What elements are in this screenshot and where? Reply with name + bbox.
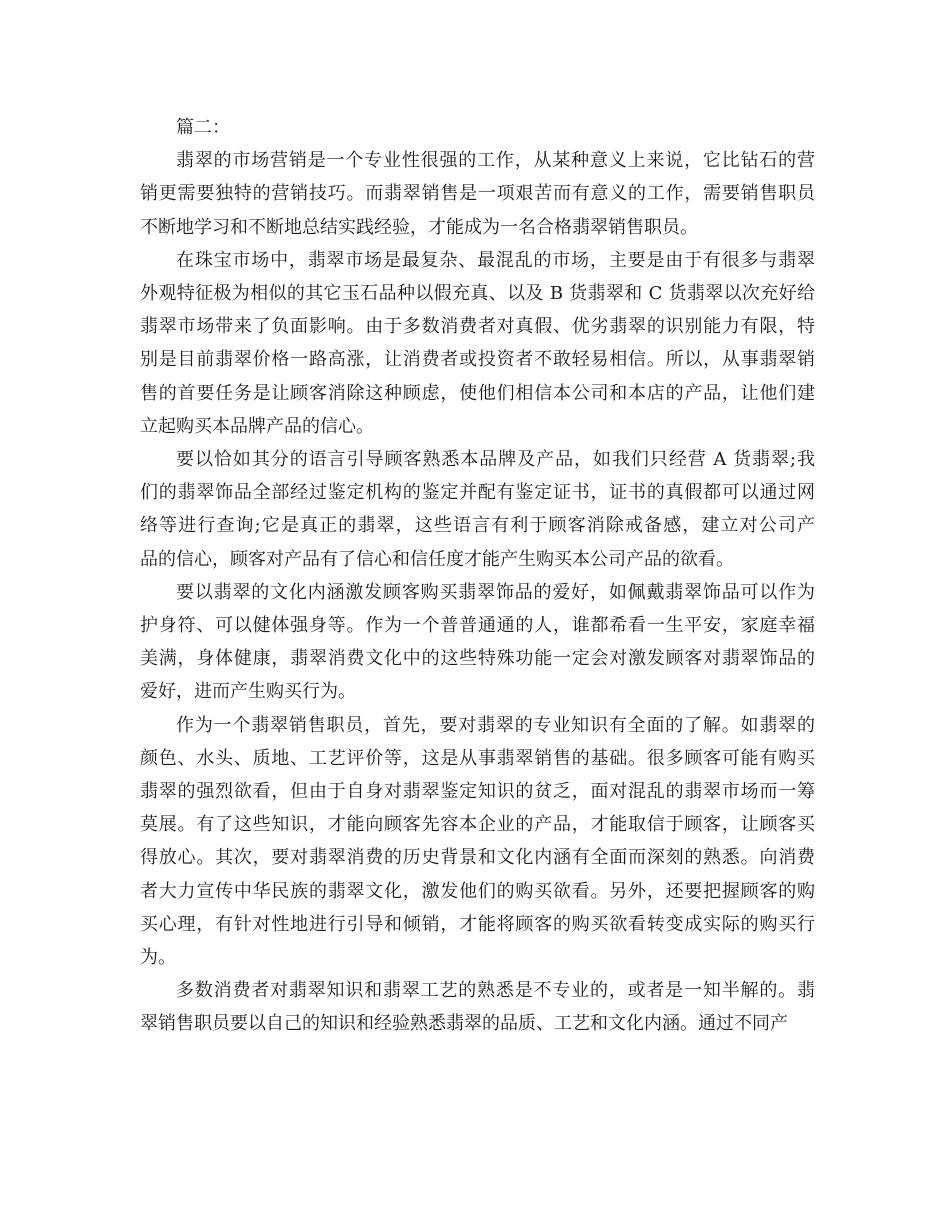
paragraph-line: 要以恰如其分的语言引导顾客熟悉本品牌及产品，如我们只经营 A 货翡翠;我 <box>176 449 815 471</box>
paragraph <box>140 974 815 1040</box>
section-heading: 篇二： <box>176 117 230 138</box>
paragraph-line: 销更需要独特的营销技巧。而翡翠销售是一项艰苦而有意义的工作，需要销售职员 <box>140 183 815 205</box>
paragraph-line: 作为一个翡翠销售职员，首先，要对翡翠的专业知识有全面的了解。如翡翠的 <box>176 714 815 736</box>
paragraph-line: 立起购买本品牌产品的信心。 <box>140 415 374 437</box>
paragraph-line: 莫展。有了这些知识，才能向顾客先容本企业的产品，才能取信于顾客，让顾客买 <box>140 814 815 836</box>
paragraph-line: 要以翡翠的文化内涵激发顾客购买翡翠饰品的爱好，如佩戴翡翠饰品可以作为 <box>176 581 815 603</box>
paragraph-line: 翠销售职员要以自己的知识和经验熟悉翡翠的品质、工艺和文化内涵。通过不同产 <box>140 1013 788 1035</box>
document-body <box>140 111 815 1041</box>
paragraph <box>140 144 815 244</box>
paragraph-line: 美满，身体健康，翡翠消费文化中的这些特殊功能一定会对激发顾客对翡翠饰品的 <box>140 648 815 670</box>
paragraph <box>140 244 815 443</box>
paragraph <box>140 709 815 975</box>
paragraph-line: 颜色、水头、质地、工艺评价等，这是从事翡翠销售的基础。很多顾客可能有购买 <box>140 747 815 769</box>
paragraph-line: 多数消费者对翡翠知识和翡翠工艺的熟悉是不专业的，或者是一知半解的。翡 <box>176 980 815 1002</box>
paragraph-line: 们的翡翠饰品全部经过鉴定机构的鉴定并配有鉴定证书，证书的真假都可以通过网 <box>140 482 815 504</box>
paragraph-line: 翡翠的市场营销是一个专业性很强的工作，从某种意义上来说，它比钻石的营 <box>176 150 815 172</box>
paragraph-line: 为。 <box>140 947 176 969</box>
paragraph-line: 买心理，有针对性地进行引导和倾销，才能将顾客的购买欲看转变成实际的购买行 <box>140 913 815 935</box>
paragraph-line: 翡翠的强烈欲看，但由于自身对翡翠鉴定知识的贫乏，面对混乱的翡翠市场而一筹 <box>140 781 815 803</box>
paragraph-line: 品的信心，顾客对产品有了信心和信任度才能产生购买本公司产品的欲看。 <box>140 548 734 570</box>
paragraph-line: 护身符、可以健体强身等。作为一个普普通通的人，谁都希看一生平安，家庭幸福 <box>140 615 815 637</box>
paragraph-line: 翡翠市场带来了负面影响。由于多数消费者对真假、优劣翡翠的识别能力有限，特 <box>140 316 815 338</box>
paragraph-line: 售的首要任务是让顾客消除这种顾虑，使他们相信本公司和本店的产品，让他们建 <box>140 382 815 404</box>
paragraph-line: 不断地学习和不断地总结实践经验，才能成为一名合格翡翠销售职员。 <box>140 216 698 238</box>
paragraph-line: 络等进行查询;它是真正的翡翠，这些语言有利于顾客消除戒备感，建立对公司产 <box>140 515 815 537</box>
paragraph-line: 得放心。其次，要对翡翠消费的历史背景和文化内涵有全面而深刻的熟悉。向消费 <box>140 847 815 869</box>
paragraph-line: 别是目前翡翠价格一路高涨，让消费者或投资者不敢轻易相信。所以，从事翡翠销 <box>140 349 815 371</box>
paragraph-line: 外观特征极为相似的其它玉石品种以假充真、以及 B 货翡翠和 C 货翡翠以次充好给 <box>140 283 815 305</box>
paragraph-list <box>140 144 815 1040</box>
paragraph-line: 在珠宝市场中，翡翠市场是最复杂、最混乱的市场，主要是由于有很多与翡翠 <box>176 249 815 271</box>
paragraph <box>140 576 815 709</box>
paragraph-line: 爱好，进而产生购买行为。 <box>140 681 356 703</box>
paragraph <box>140 443 815 576</box>
paragraph-line: 者大力宣传中华民族的翡翠文化，激发他们的购买欲看。另外，还要把握顾客的购 <box>140 880 815 902</box>
